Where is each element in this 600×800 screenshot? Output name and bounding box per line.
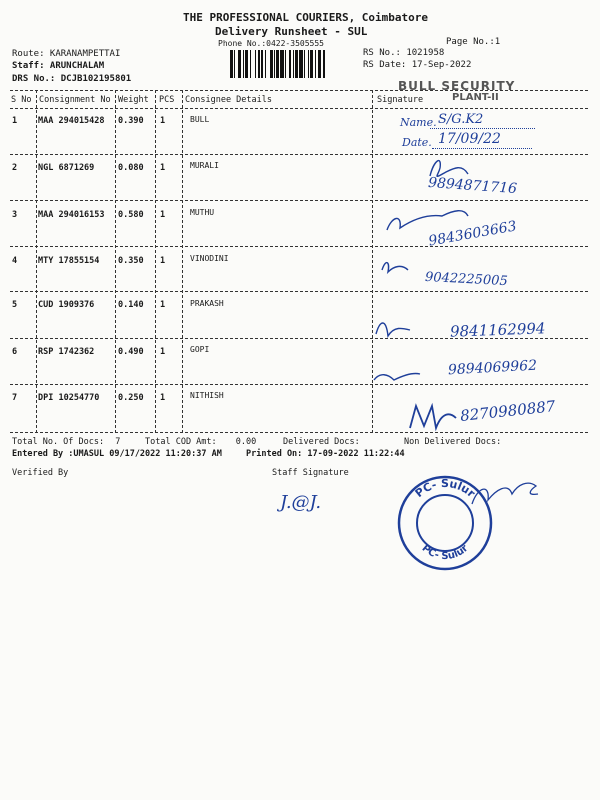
drs-number: DRS No.: DCJB102195801 — [12, 74, 132, 84]
row-consignee: BULL — [190, 115, 210, 124]
row-weight: 0.080 — [118, 163, 144, 173]
header-consignee: Consignee Details — [185, 95, 272, 105]
row-pcs: 1 — [160, 256, 166, 266]
barcode-bar — [293, 50, 294, 78]
header-pcs: PCS — [159, 95, 175, 105]
entered-by: Entered By :UMASUL 09/17/2022 11:20:37 AM — [12, 449, 222, 459]
row-weight: 0.350 — [118, 256, 144, 266]
barcode-bar — [238, 50, 242, 78]
row-consignee: VINODINI — [190, 254, 229, 263]
handwritten-phone-row3: 9843603663 — [427, 218, 518, 250]
row-weight: 0.390 — [118, 116, 144, 126]
row-sno: 5 — [12, 300, 18, 310]
total-cod-value: 0.00 — [235, 437, 257, 447]
row-consignee: MURALI — [190, 161, 219, 170]
row-consignment: DPI 10254770 — [38, 393, 100, 403]
row-sno: 4 — [12, 256, 18, 266]
row-sno: 7 — [12, 393, 18, 403]
stamp-bottom-text: PC- Sulur — [419, 542, 471, 563]
barcode-bar — [323, 50, 326, 78]
signature-row-3 — [387, 211, 468, 230]
signature-row-4 — [382, 263, 408, 272]
row-consignment: MAA 294015428 — [38, 116, 105, 126]
row-consignee: MUTHU — [190, 208, 215, 217]
row-consignee: PRAKASH — [190, 299, 224, 308]
barcode-bar — [308, 50, 309, 78]
company-title: THE PROFESSIONAL COURIERS, Coimbatore — [183, 11, 429, 24]
barcode-bar — [270, 50, 273, 78]
barcode-bar — [265, 50, 266, 78]
barcode-bar — [261, 50, 262, 78]
row-consignment: MAA 294016153 — [38, 210, 105, 220]
barcode-bar — [299, 50, 303, 78]
row-pcs: 1 — [160, 393, 166, 403]
row-weight: 0.490 — [118, 347, 144, 357]
barcode-bar — [243, 50, 244, 78]
security-stamp-line2: PLANT-II — [452, 92, 499, 103]
barcode-bar — [258, 50, 261, 78]
stamp-top-text: PC- Sulur — [412, 476, 478, 501]
row-sno: 6 — [12, 347, 18, 357]
handwritten-phone-row4: 9042225005 — [424, 269, 509, 290]
staff-signature-label: Staff Signature — [272, 468, 349, 478]
rs-number: RS No.: 1021958 — [363, 48, 445, 58]
phone-number: Phone No.:0422-3505555 — [218, 39, 324, 48]
row-sno: 1 — [12, 116, 18, 126]
staff-signature-mark: J.@J. — [280, 492, 322, 513]
row-pcs: 1 — [160, 163, 166, 173]
barcode-bar — [255, 50, 256, 78]
staff-name: Staff: ARUNCHALAM — [12, 61, 105, 71]
handwritten-name-label: Name. — [400, 116, 437, 129]
security-stamp-line1: BULL SECURITY — [398, 79, 516, 93]
delivered-docs: Delivered Docs: — [283, 437, 360, 447]
signature-row-2 — [430, 161, 468, 177]
rs-date: RS Date: 17-Sep-2022 — [363, 60, 472, 70]
handwritten-phone-row7: 8270980887 — [459, 397, 557, 425]
non-delivered-docs: Non Delivered Docs: — [404, 437, 502, 447]
header-signature: Signature — [377, 95, 424, 105]
stamp-inner-ring — [417, 495, 473, 551]
handwritten-name: S/G.K2 — [438, 112, 484, 127]
barcode-bar — [280, 50, 284, 78]
printed-on: Printed On: 17-09-2022 11:22:44 — [246, 449, 405, 459]
handwritten-date: 17/09/22 — [438, 131, 501, 147]
route: Route: KARANAMPETTAI — [12, 49, 121, 59]
total-docs-value: 7 — [115, 437, 121, 447]
row-weight: 0.580 — [118, 210, 144, 220]
barcode-bar — [318, 50, 322, 78]
header-sno: S No — [11, 95, 32, 105]
row-consignment: NGL 6871269 — [38, 163, 95, 173]
header-weight: Weight — [118, 95, 149, 105]
barcode-bar — [276, 50, 279, 78]
row-pcs: 1 — [160, 347, 166, 357]
row-weight: 0.140 — [118, 300, 144, 310]
barcode-bar — [289, 50, 292, 78]
total-cod-label: Total COD Amt: — [145, 437, 217, 447]
handwritten-date-label: Date. — [402, 136, 432, 149]
barcode-bar — [310, 50, 313, 78]
total-cod — [145, 437, 256, 447]
row-pcs: 1 — [160, 300, 166, 310]
total-docs-label: Total No. Of Docs: — [12, 437, 105, 447]
page-number: Page No.:1 — [446, 37, 501, 47]
row-consignment: RSP 1742362 — [38, 347, 95, 357]
signature-row-5 — [376, 323, 410, 336]
signature-row-7 — [410, 406, 456, 428]
row-consignee: GOPI — [190, 345, 210, 354]
row-consignment: MTY 17855154 — [38, 256, 100, 266]
header-consignment: Consignment No — [39, 95, 111, 105]
row-consignee: NITHISH — [190, 391, 224, 400]
total-docs — [12, 437, 120, 447]
barcode-bar — [250, 50, 251, 78]
barcode-bar — [245, 50, 248, 78]
barcode-bar — [285, 50, 286, 78]
row-consignment: CUD 1909376 — [38, 300, 95, 310]
row-sno: 3 — [12, 210, 18, 220]
row-pcs: 1 — [160, 210, 166, 220]
signature-row-6 — [374, 373, 420, 380]
handwritten-phone-row2: 9894871716 — [427, 174, 518, 198]
row-weight: 0.250 — [118, 393, 144, 403]
barcode-bar — [304, 50, 305, 78]
row-pcs: 1 — [160, 116, 166, 126]
barcode-bar — [315, 50, 316, 78]
handwritten-phone-row5: 9841162994 — [449, 319, 546, 341]
stamp-signature-scribble — [468, 474, 548, 524]
verified-by-label: Verified By — [12, 468, 69, 478]
barcode-bar — [274, 50, 275, 78]
barcode — [230, 50, 356, 78]
barcode-bar — [234, 50, 235, 78]
barcode-bar — [230, 50, 233, 78]
barcode-bar — [295, 50, 298, 78]
runsheet-title: Delivery Runsheet - SUL — [215, 25, 368, 38]
row-sno: 2 — [12, 163, 18, 173]
handwritten-phone-row6: 9894069962 — [447, 357, 538, 379]
